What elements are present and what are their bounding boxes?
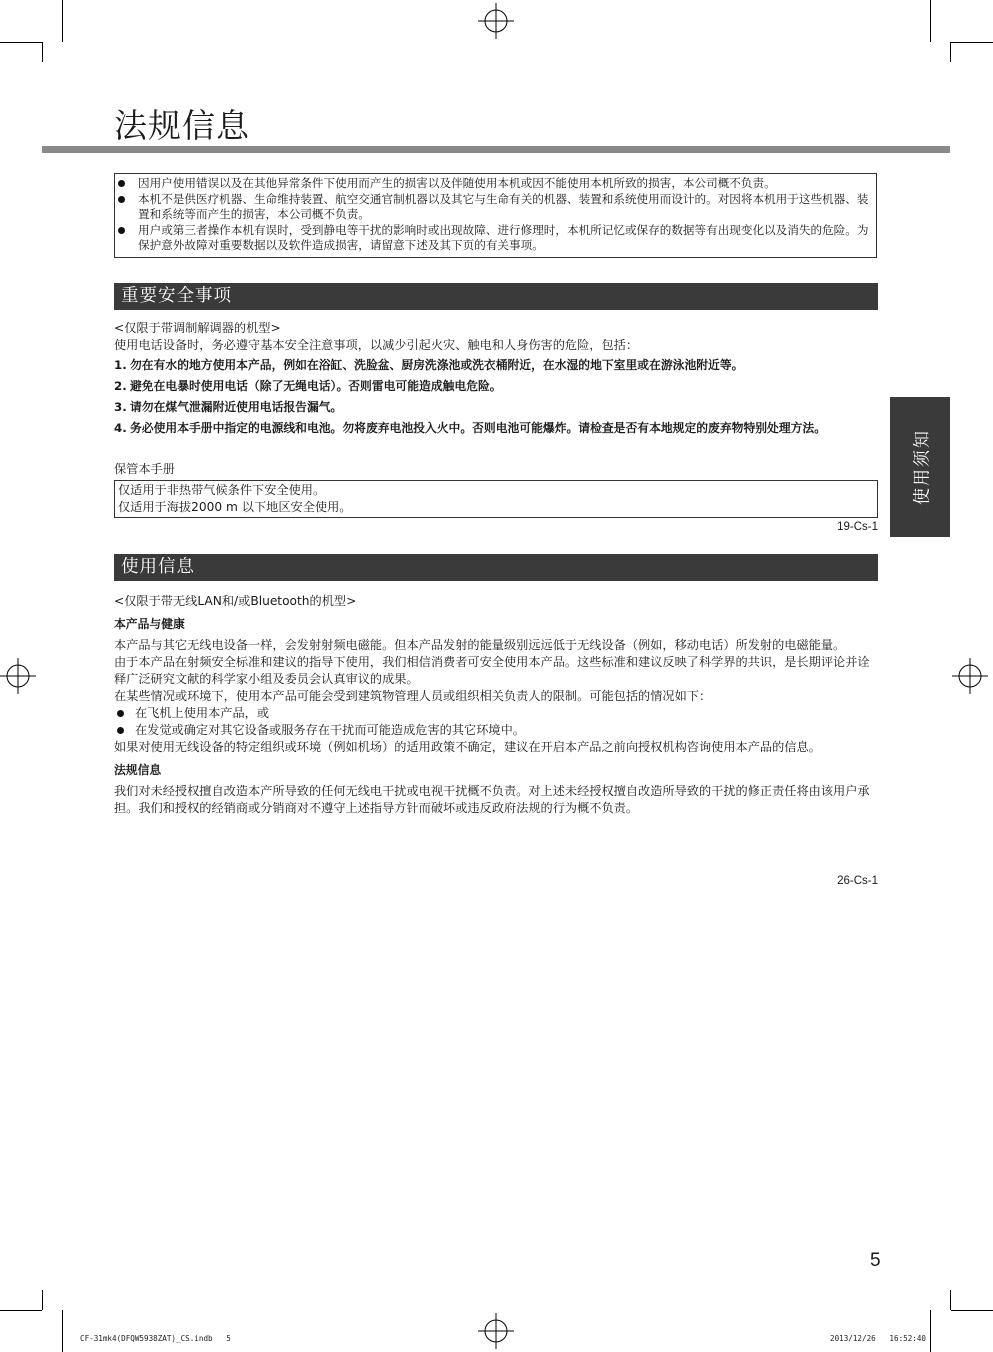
bullet-icon	[117, 727, 124, 734]
crop-mark	[950, 42, 951, 62]
section-heading-usage: 使用信息	[114, 554, 878, 581]
paragraph: 本产品与其它无线电设备一样，会发射射频电磁能。但本产品发射的能量级别远远低于无线设备（例如，移动电话）所发射的电磁能量。	[114, 638, 846, 652]
crop-mark	[0, 1310, 42, 1311]
safety-item: 1. 勿在有水的地方使用本产品，例如在浴缸、洗脸盆、厨房洗涤池或洗衣桶附近，在水湿的地下室里或在游泳池附近等。	[114, 358, 744, 372]
subheading-health: 本产品与健康	[114, 617, 185, 631]
crop-mark	[951, 1310, 993, 1311]
notice-item: 因用户使用错误以及在其他异常条件下使用而产生的损害以及伴随使用本机或因不能使用本机所致的损害，本公司概不负责。	[115, 176, 876, 192]
notice-item: 用户或第三者操作本机有误时，受到静电等干扰的影响时或出现故障、进行修理时，本机所记忆或保存的数据等有出现变化以及消失的危险。为保护意外故障对重要数据以及软件造成损害，请留意下述及其下页的有关事项。	[115, 223, 876, 254]
paragraph: 如果对使用无线设备的特定组织或环境（例如机场）的适用政策不确定，建议在开启本产品之前向授权机构咨询使用本产品的信息。	[114, 740, 821, 754]
registration-mark-right	[952, 658, 988, 694]
title-rule	[42, 146, 950, 153]
subheading-regulatory: 法规信息	[114, 763, 162, 777]
crop-mark	[62, 1310, 63, 1352]
crop-mark	[42, 1290, 43, 1310]
bullet-icon	[117, 710, 124, 717]
paragraph: 在某些情况或环境下，使用本产品可能会受到建筑物管理人员或组织相关负责人的限制。可能包括的情况如下：	[114, 689, 712, 703]
crop-mark	[930, 0, 931, 42]
bullet-icon	[118, 196, 125, 203]
section-heading-safety: 重要安全事项	[114, 283, 878, 310]
paragraph: 我们对未经授权擅自改造本产所导致的任何无线电干扰或电视干扰概不负责。对上述未经授权擅自改造所导致的干扰的修正责任将由该用户承担。我们和授权的经销商或分销商对不遵守上述指导方针而破坏或违反政府法规的行为概不负责。	[114, 784, 870, 815]
notice-box	[114, 173, 877, 258]
safety-intro: 使用电话设备时，务必遵守基本安全注意事项，以减少引起火灾、触电和人身伤害的危险，包括：	[114, 338, 639, 352]
list-item: 在发觉或确定对其它设备或服务存在干扰而可能造成危害的其它环境中。	[114, 722, 878, 739]
page-title: 法规信息	[114, 106, 250, 145]
registration-mark-left	[0, 658, 36, 694]
footer-file: CF-31mk4(DFQW5938ZAT)_CS.indb 5	[80, 1334, 231, 1343]
environment-line: 仅适用于非热带气候条件下安全使用。	[118, 483, 326, 497]
crop-mark	[0, 42, 42, 43]
usage-scope: <仅限于带无线LAN和/或Bluetooth的机型>	[114, 594, 357, 608]
crop-mark	[42, 42, 43, 62]
bullet-icon	[118, 180, 125, 187]
crop-mark	[950, 1290, 951, 1310]
notice-item: 本机不是供医疗机器、生命维持装置、航空交通官制机器以及其它与生命有关的机器、装置和系统使用而设计的。对因将本机用于这些机器、装置和系统等而产生的损害，本公司概不负责。	[115, 192, 876, 223]
keep-manual-label: 保管本手册	[114, 462, 175, 476]
safety-item: 4. 务必使用本手册中指定的电源线和电池。勿将废弃电池投入火中。否则电池可能爆炸。请检查是否有本地规定的废弃物特别处理方法。	[114, 421, 827, 435]
safety-item: 3. 请勿在煤气泄漏附近使用电话报告漏气。	[114, 400, 343, 414]
environment-box	[114, 480, 878, 518]
list-item: 在飞机上使用本产品，或	[114, 705, 878, 722]
bullet-icon	[118, 227, 125, 234]
safety-item: 2. 避免在电暴时使用电话（除了无绳电话）。否则雷电可能造成触电危险。	[114, 379, 502, 393]
footer-timestamp: 2013/12/26 16:52:40	[830, 1334, 927, 1343]
safety-scope: <仅限于带调制解调器的机型>	[114, 321, 281, 335]
crop-mark	[62, 0, 63, 42]
reference-code: 26-Cs-1	[837, 875, 878, 887]
page-number: 5	[870, 1250, 881, 1271]
crop-mark	[951, 42, 993, 43]
registration-mark-top	[478, 3, 514, 39]
environment-line: 仅适用于海拔2000 m 以下地区安全使用。	[118, 500, 352, 514]
usage-content	[114, 593, 878, 817]
side-tab: 使用须知	[890, 397, 950, 537]
safety-content	[114, 320, 878, 437]
reference-code: 19-Cs-1	[837, 521, 878, 533]
crop-mark	[930, 1310, 931, 1352]
paragraph: 由于本产品在射频安全标准和建议的指导下使用，我们相信消费者可安全使用本产品。这些标准和建议反映了科学界的共识，是长期评论并诠释广泛研究文献的科学家小组及委员会认真审议的成果。	[114, 655, 870, 686]
registration-mark-bottom	[478, 1313, 514, 1349]
